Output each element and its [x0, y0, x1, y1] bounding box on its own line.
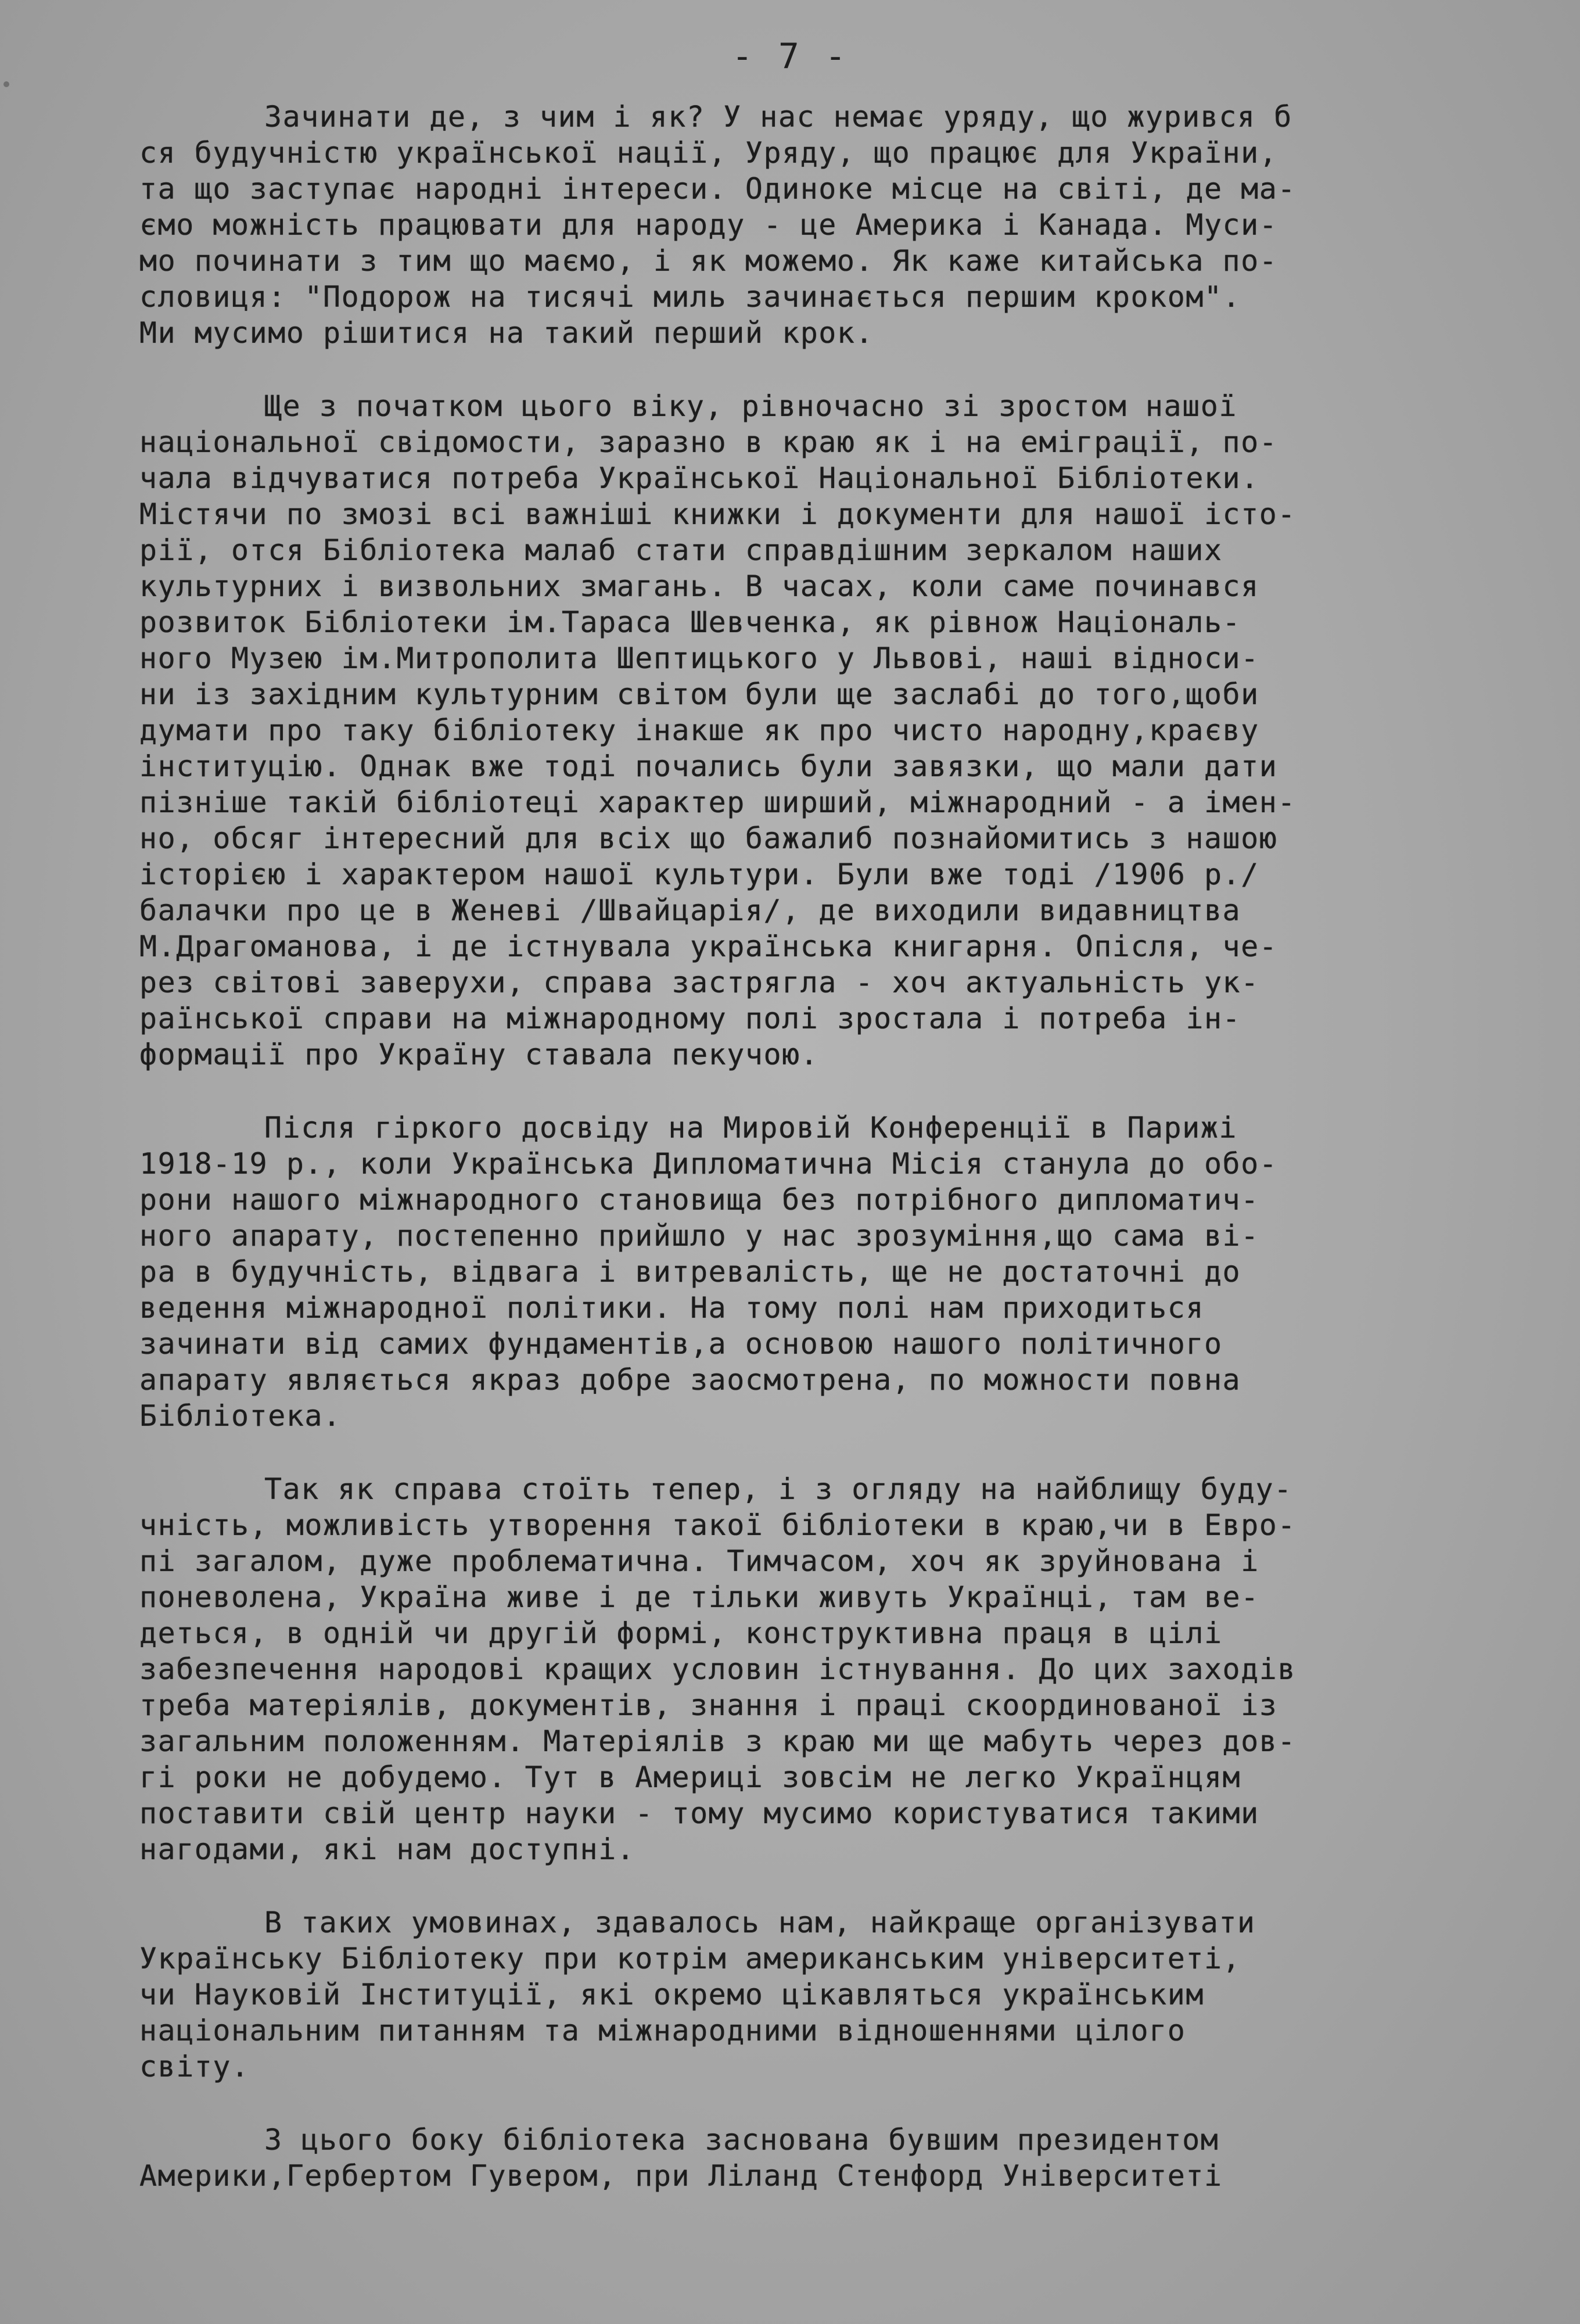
paragraph — [139, 388, 1475, 1073]
text-line: поневолена, Україна живе і де тільки живуть Українці, там ве- — [139, 1580, 1259, 1614]
text-line: Після гіркого досвіду на Мировій Конференції в Парижі — [264, 1111, 1237, 1145]
paragraph — [139, 99, 1475, 351]
text-line: рез світові заверухи, справа застрягла - хоч актуальність ук- — [139, 966, 1259, 999]
text-line: чала відчуватися потреба Української Національної Бібліотеки. — [139, 461, 1259, 495]
paragraph — [139, 1110, 1475, 1434]
text-line: історією і характером нашої культури. Були вже тоді /1906 р./ — [139, 858, 1259, 891]
text-line: Ще з початком цього віку, рівночасно зі зростом нашої — [264, 389, 1237, 423]
text-line: формації про Україну ставала пекучою. — [139, 1038, 819, 1071]
text-line: рії, отся Бібліотека малаб стати справдішним зеркалом наших — [139, 533, 1223, 567]
text-line: ни із західним культурним світом були ще заслабі до того,щоби — [139, 677, 1259, 711]
text-line: мо починати з тим що маємо, і як можемо. Як каже китайська по- — [139, 244, 1278, 278]
text-line: но, обсяг інтересний для всіх що бажалиб познайомитись з нашою — [139, 822, 1278, 855]
text-line: З цього боку бібліотека заснована бувшим президентом — [264, 2123, 1219, 2157]
text-line: 1918-19 р., коли Українська Дипломатична Місія станула до обо- — [139, 1147, 1278, 1181]
text-line: та що заступає народні інтереси. Одиноке місце на світі, де ма- — [139, 172, 1296, 206]
text-line: пізніше такій бібліотеці характер ширший, міжнародний - а імен- — [139, 786, 1296, 819]
text-line: національним питанням та міжнародними відношеннями цілого — [139, 2014, 1186, 2047]
text-line: Ми мусимо рішитися на такий перший крок. — [139, 316, 874, 350]
text-line: Зачинати де, з чим і як? У нас немає уряду, що журився б — [264, 100, 1292, 134]
document-body — [139, 99, 1475, 2231]
text-line: забезпечення народові кращих условин істнування. До цих заходів — [139, 1652, 1296, 1686]
text-line: чність, можливість утворення такої бібліотеки в краю,чи в Евро- — [139, 1508, 1296, 1542]
text-line: ведення міжнародної політики. На тому полі нам приходиться — [139, 1291, 1204, 1325]
text-line: зачинати від самих фундаментів,а основою нашого політичного — [139, 1327, 1223, 1361]
text-line: раїнської справи на міжнародному полі зростала і потреба ін- — [139, 1002, 1241, 1035]
text-line: ся будучністю української нації, Уряду, що працює для України, — [139, 136, 1278, 170]
text-line: Так як справа стоїть тепер, і з огляду на найблищу буду- — [264, 1472, 1292, 1506]
paragraph — [139, 1905, 1475, 2085]
text-line: інституцію. Однак вже тоді почались були завязки, що мали дати — [139, 749, 1278, 783]
text-line: думати про таку бібліотеку інакше як про чисто народну,краєву — [139, 713, 1259, 747]
text-line: нагодами, які нам доступні. — [139, 1832, 635, 1866]
text-line: гі роки не добудемо. Тут в Америці зовсім не легко Українцям — [139, 1760, 1241, 1794]
text-line: Бібліотека. — [139, 1399, 342, 1433]
text-line: розвиток Бібліотеки ім.Тараса Шевченка, як рівнож Національ- — [139, 605, 1241, 639]
text-line: В таких умовинах, здавалось нам, найкраще організувати — [264, 1906, 1256, 1939]
text-line: апарату являється якраз добре заосмотрена, по можности повна — [139, 1363, 1241, 1397]
text-line: Українську Бібліотеку при котрім американським університеті, — [139, 1942, 1241, 1975]
text-line: словиця: "Подорож на тисячі миль зачинається першим кроком". — [139, 280, 1241, 314]
text-line: пі загалом, дуже проблематична. Тимчасом, хоч як зруйнована і — [139, 1544, 1259, 1578]
text-line: загальним положенням. Матеріялів з краю ми ще мабуть через дов- — [139, 1724, 1296, 1758]
text-line: ного Музею ім.Митрополита Шептицького у Львові, наші відноси- — [139, 641, 1259, 675]
paragraph — [139, 2122, 1475, 2194]
text-line: поставити свій центр науки - тому мусимо користуватися такими — [139, 1796, 1259, 1830]
text-line: ємо можність працювати для народу - це Америка і Канада. Муси- — [139, 208, 1278, 242]
text-line: ного апарату, постепенно прийшло у нас зрозуміння,що сама ві- — [139, 1219, 1259, 1253]
text-line: балачки про це в Женеві /Швайцарія/, де виходили видавництва — [139, 894, 1241, 927]
text-line: рони нашого міжнародного становища без потрібного дипломатич- — [139, 1183, 1259, 1217]
page-number: - 7 - — [731, 36, 849, 77]
text-line: деться, в одній чи другій формі, конструктивна праця в цілі — [139, 1616, 1223, 1650]
text-line: чи Науковій Інституції, які окремо цікавляться українським — [139, 1978, 1204, 2011]
margin-mark — [3, 81, 9, 87]
text-line: М.Драгоманова, і де істнувала українська книгарня. Опісля, че- — [139, 930, 1278, 963]
text-line: національної свідомости, заразно в краю як і на еміграції, по- — [139, 425, 1278, 459]
text-line: культурних і визвольних змагань. В часах, коли саме починався — [139, 569, 1259, 603]
text-line: світу. — [139, 2050, 250, 2083]
text-line: Містячи по змозі всі важніші книжки і документи для нашої істо- — [139, 497, 1296, 531]
text-line: ра в будучність, відвага і витревалість, ще не достаточні до — [139, 1255, 1241, 1289]
paragraph — [139, 1471, 1475, 1867]
text-line: треба матеріялів, документів, знання і праці скоординованої із — [139, 1688, 1278, 1722]
text-line: Америки,Гербертом Гувером, при Ліланд Стенфорд Університеті — [139, 2159, 1223, 2193]
